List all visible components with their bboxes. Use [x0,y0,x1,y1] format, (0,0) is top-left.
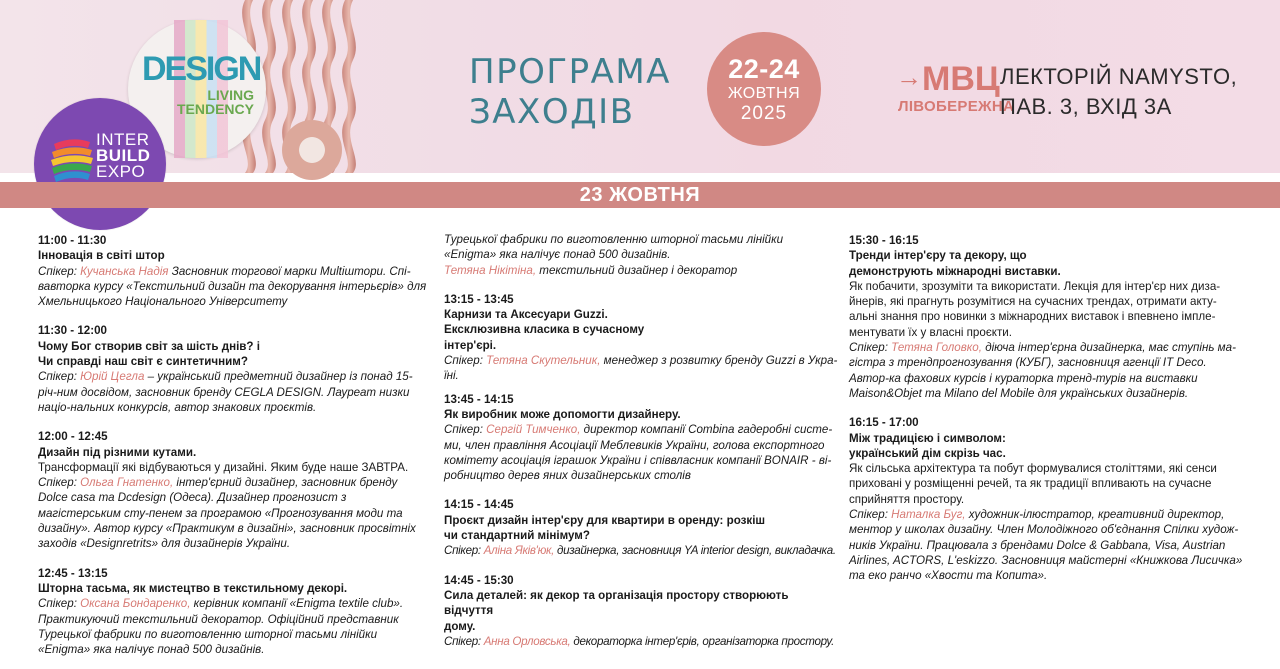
venue-line-1: ЛЕКТОРІЙ NAMYSTO, [1000,64,1238,89]
event-time: 14:45 - 15:30 [444,573,514,587]
event-speaker: Тетяна Нікітіна, текстильний дизайнер і декоратор [444,263,738,277]
interbuild-line-1: INTER [96,130,150,149]
event-description: Як сільська архітектура та побут формувалися століттями, які сенси приховані у розміщенні речей, та як традиції впливають на сучасне сприйняття простору. [849,462,1217,506]
event-time: 14:15 - 14:45 [444,498,514,512]
interbuild-stripes-icon [50,134,94,184]
day-label: 23 ЖОВТНЯ [579,184,701,206]
venue-line-2: ПАВ. 3, ВХІД 3А [1000,94,1172,119]
event-item [38,566,430,657]
date-month: ЖОВТНЯ [727,85,801,102]
program-column-3 [849,233,1243,598]
program-column-2 [444,232,838,663]
event-continuation [444,232,838,278]
event-speaker: Спікер: Тетяна Головко, діюча інтер'єрна дизайнерка, має ступінь ма-гістра з трендпрогнозування (КУБГ), засновниця агенції IT Deco. Автор-ка фахових курсів і кураторка тренд-турів на виставки Maison&Objet та Milano del Mobile для українських дизайнерів. [849,341,1236,400]
event-item [38,323,430,415]
event-time: 16:15 - 17:00 [849,416,919,430]
venue-logo [896,60,1014,115]
event-time: 11:00 - 11:30 [38,234,107,247]
speaker-name: Наталка Буг, [891,508,966,522]
speaker-name: Ольга Гнатенко, [80,476,174,490]
event-title: Інновація в світі штор [38,249,165,263]
event-title: демонструють міжнародні виставки. [849,264,1061,278]
event-time: 11:30 - 12:00 [38,324,107,338]
event-time: 13:15 - 13:45 [444,292,514,306]
logo-tendency-word: TENDENCY [176,101,254,117]
event-speaker: Спікер: Юрій Цегла – український предметний дизайнер із понад 15-річ-ним досвідом, засновник бренду CEGLA DESIGN. Лауреат низки націо-нальних конкурсів, автор знакових проєктів. [38,370,413,414]
event-speaker: Спікер: Тетяна Скутельник, менеджер з розвитку бренду Guzzi в Укра-їні. [444,354,838,383]
event-title: чи стандартний мінімум? [444,529,590,543]
header-banner [0,0,1280,181]
program-title-line-2: ЗАХОДІВ [469,92,635,132]
speaker-name: Кучанська Надія [80,264,169,278]
interbuild-wordmark [96,132,150,180]
event-title: Як виробник може допомогти дизайнеру. [444,407,681,421]
event-title: Сила деталей: як декор та організація простору створюють відчуття [444,588,789,618]
event-description: Трансформації які відбуваються у дизайні. Яким буде наше ЗАВТРА. [38,460,409,474]
speaker-name: Тетяна Нікітіна, [444,263,537,277]
logo-living-tendency [170,88,254,116]
date-badge [707,32,821,146]
program-title [469,52,671,132]
event-speaker: Спікер: Аліна Яків'юк, дизайнерка, засновниця YA interior design, викладачка. [444,544,836,558]
event-item [444,292,838,384]
event-speaker: Спікер: Оксана Бондаренко, керівник компанії «Enigma textile club». Практикуючий текстильний декоратор. Офіційний представник Турецької фабрики по виготовленню шторної тасьми лінійки «Enigma» яка налічує понад 500 дизайнів. [38,597,404,657]
event-item [444,573,838,649]
speaker-name: Оксана Бондаренко, [80,597,191,611]
event-item [38,233,430,309]
interbuild-expo-logo [34,98,166,230]
venue-logo-name: МВЦ [922,60,1000,98]
event-title: Проєкт дизайн інтер'єру для квартири в оренду: розкіш [444,513,766,527]
speaker-name: Тетяна Скутельник, [486,354,601,368]
event-time: 15:30 - 16:15 [849,234,919,247]
program-title-line-1: ПРОГРАМА [469,52,671,92]
interbuild-line-2: BUILD [96,146,151,165]
venue-address [1000,62,1237,122]
event-speaker: Спікер: Анна Орловська, декораторка інтер'єрів, організаторка простору. [444,634,835,648]
event-title: український дім скрізь час. [849,446,1006,460]
date-year: 2025 [740,103,788,124]
event-item [849,233,1243,401]
event-speaker-continuation: Турецької фабрики по виготовленню шторної тасьми лінійки «Enigma» яка налічує понад 500 дизайнів. [444,233,784,262]
speaker-name: Сергій Тимченко, [486,423,581,437]
decorative-ring [282,120,342,180]
event-item [444,497,838,558]
event-speaker: Спікер: Ольга Гнатенко, інтер'єрний дизайнер, засновник бренду Dolce casa та Dcdesign (Одеса). Дизайнер прогнозист з магістерським сту-пенем за програмою «Прогнозування моди та дизайну». Автор курсу «Практикум в дизайні», засновник просвітніх заходів «Designretrits» для дизайнерів України. [38,476,416,551]
event-time: 12:00 - 12:45 [38,430,108,444]
interbuild-line-3: EXPO [96,162,146,181]
speaker-name: Аліна Яків'юк, [483,544,555,558]
event-title: Між традицією і символом: [849,431,1006,445]
event-title: Ексклюзивна класика в сучасному [444,323,645,337]
event-title: Дизайн під різними кутами. [38,445,197,459]
event-speaker: Спікер: Кучанська Надія Засновник торгової марки Multiштори. Спі-вавторка курсу «Текстильний дизайн та декорування інтерьєрів» для Хмельницького Національного Університету [38,264,427,309]
event-title: Шторна тасьма, як мистецтво в текстильному декорі. [38,581,348,595]
event-speaker: Спікер: Сергій Тимченко, директор компанії Combina гадеробні систе-ми, член правління Асоціації Меблевиків України, голова експортного комітету асоціація іграшок України і співвласник компанії BONAIR - ві-робництво дерев яних дизайнерських столів [444,423,833,483]
speaker-name: Тетяна Головко, [891,341,982,355]
event-time: 12:45 - 13:15 [38,566,108,580]
event-description: Як побачити, зрозуміти та використати. Лекція для інтер'єр них диза-йнерів, які прагнуть розумітися на сучасних трендах, отримати акту-альні знання про новинки з міжнародних виставок і впевнено імпле-ментувати їх у власні проєкти. [849,279,1221,339]
event-speaker: Спікер: Наталка Буг, художник-ілюстратор, креативний директор, ментор у школах дизайну. Член Молодіжного об'єднання Спілки худож-ників України. Працювала з брендами Dolce & Gabbana, Visa, Austrian Airlines, ACTORS, L'eskizzo. Засновниця майстерні «Книжкова Лисичка» та еко ранчо «Хвости та Копита». [849,508,1243,583]
program-column-1 [38,233,430,657]
date-days: 22-24 [728,54,800,84]
logo-design-word: DESIGN [142,50,261,88]
event-title: Карнизи та Аксесуари Guzzi. [444,308,608,322]
arrow-right-icon: → [896,62,922,92]
event-time: 13:45 - 14:15 [444,392,514,406]
venue-logo-sub: ЛІВОБЕРЕЖНА [898,98,1015,115]
event-title: дому. [444,619,476,633]
speaker-name: Анна Орловська, [483,634,571,648]
event-item [849,415,1243,583]
speaker-name: Юрій Цегла [80,370,145,384]
event-title: Чому Бог створив світ за шість днів? і [38,339,260,353]
event-item [38,429,430,551]
event-title: Тренди інтер'єру та декору, що [849,249,1027,263]
event-title: Чи справді наш світ є синтетичним? [38,355,248,369]
logo-living-word: LIVING [207,87,254,103]
event-item [444,392,838,484]
event-title: інтер'єрі. [444,338,497,352]
day-bar [0,182,1280,208]
